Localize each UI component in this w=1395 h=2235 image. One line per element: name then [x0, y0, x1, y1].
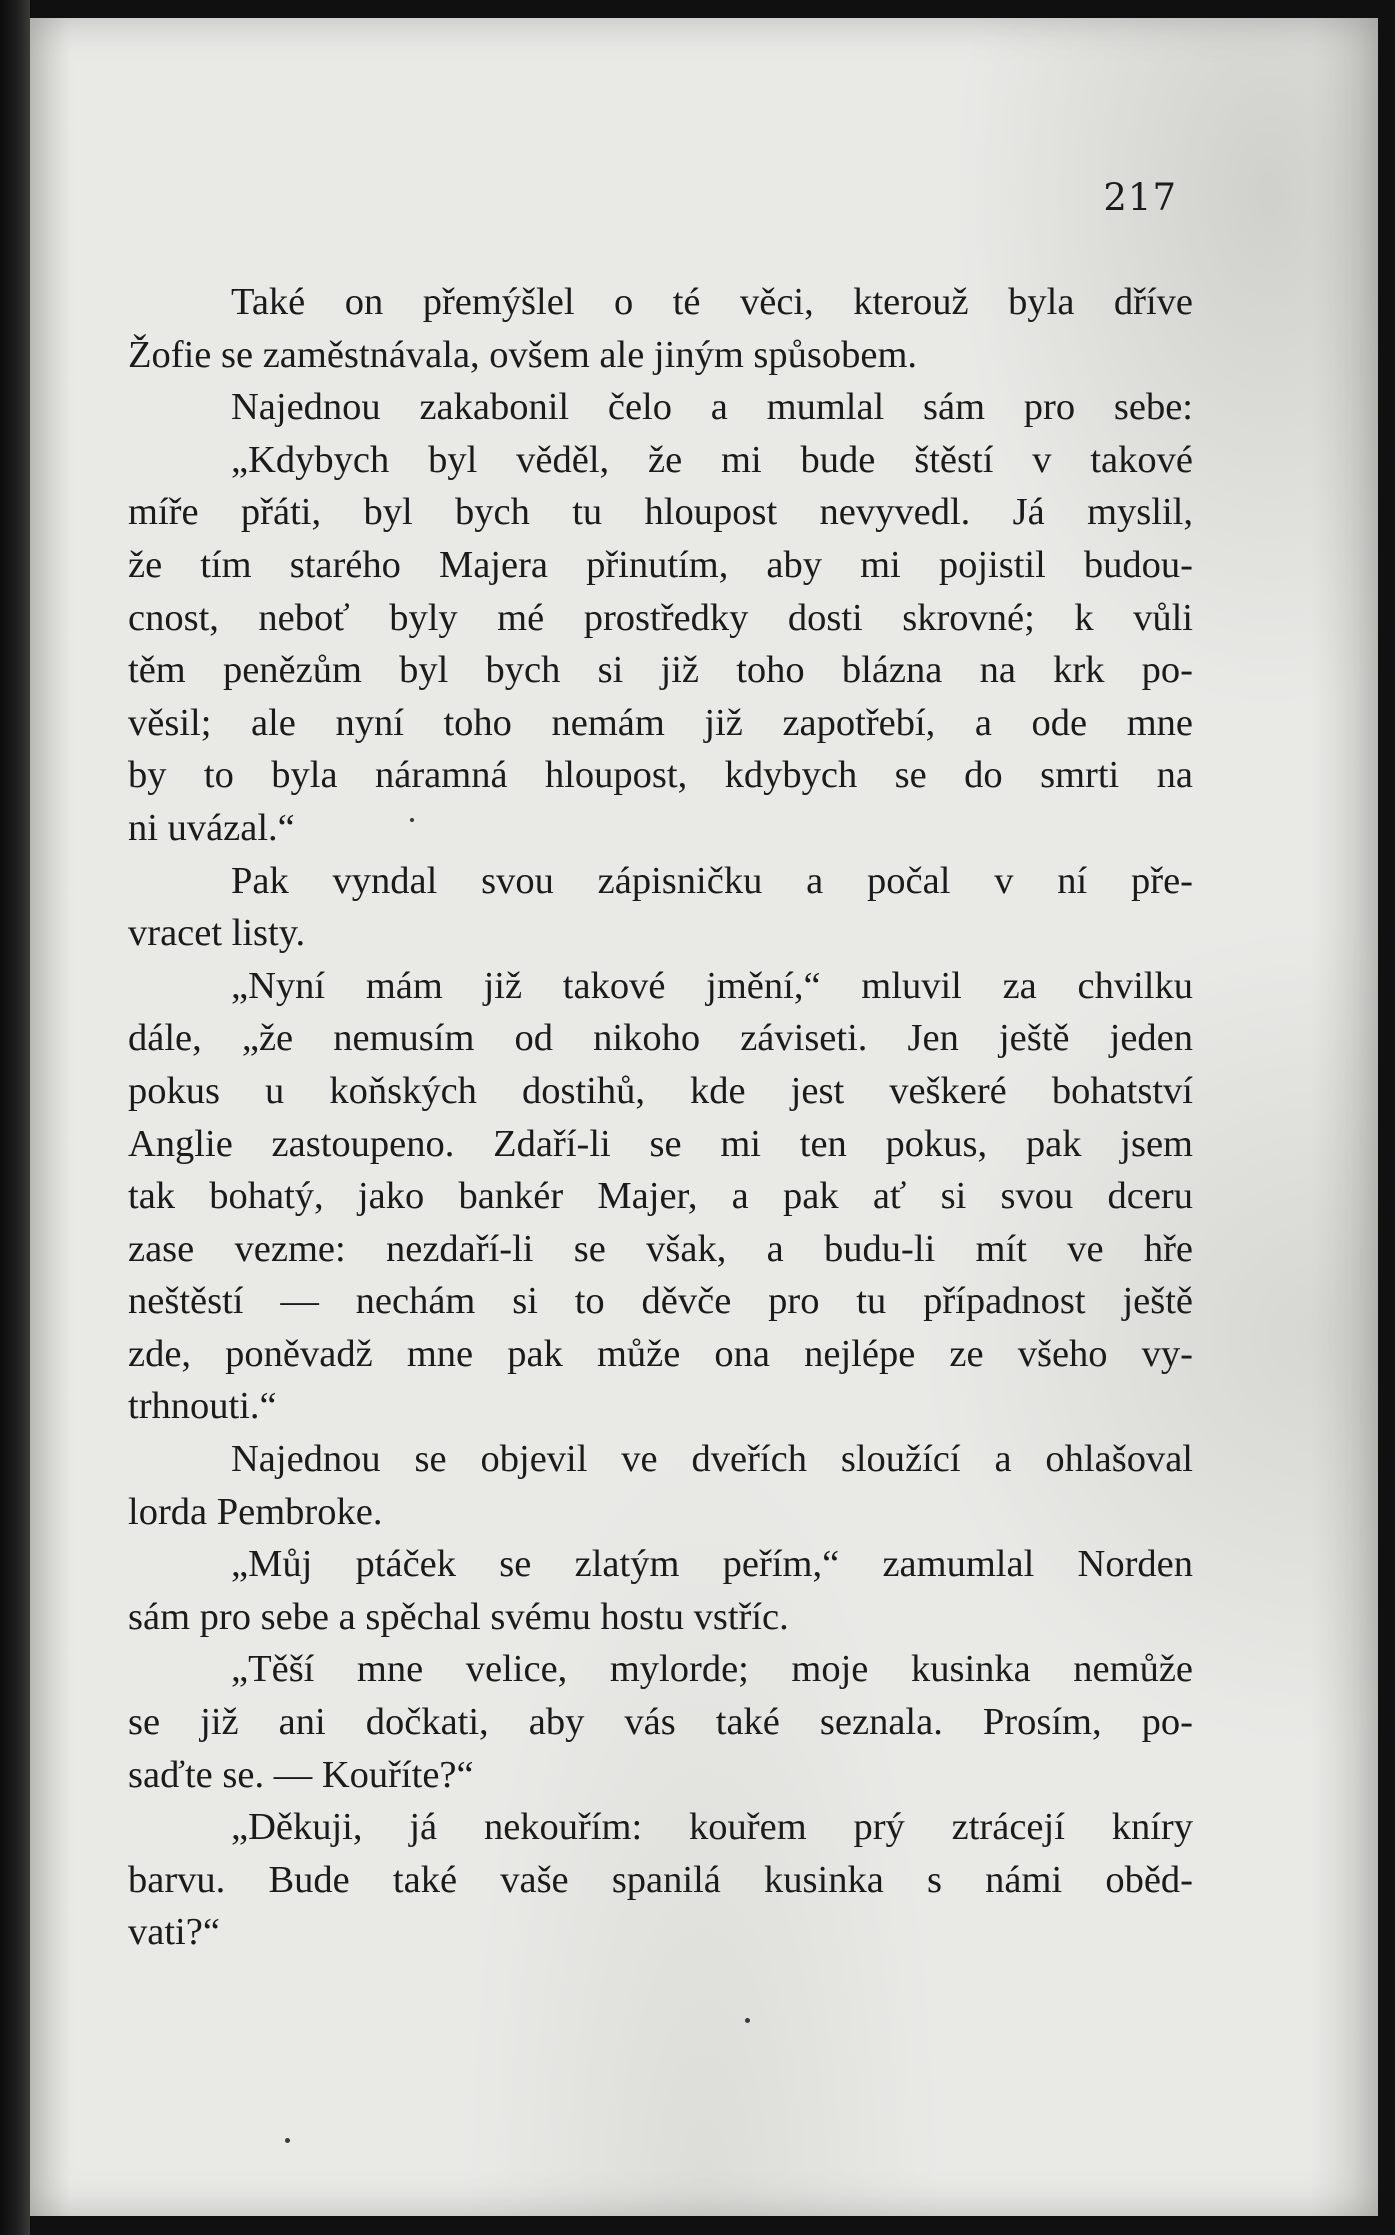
- book-spine-edge: [0, 0, 30, 2235]
- ink-speck: [285, 2138, 290, 2143]
- text-line: dále, „že nemusím od nikoho záviseti. Jen ještě jeden: [128, 1017, 1193, 1060]
- text-line: lorda Pembroke.: [128, 1490, 383, 1533]
- text-line: ni uvázal.“: [128, 806, 295, 849]
- text-line: Anglie zastoupeno. Zdaří-li se mi ten pokus, pak jsem: [128, 1122, 1193, 1165]
- ink-speck: [745, 2018, 750, 2023]
- text-line: „Těší mne velice, mylorde; moje kusinka nemůže: [231, 1648, 1193, 1691]
- text-line: se již ani dočkati, aby vás také seznala. Prosím, po-: [128, 1701, 1193, 1744]
- text-line: zde, poněvadž mne pak může ona nejlépe ze všeho vy-: [128, 1332, 1193, 1375]
- text-line: vati?“: [128, 1911, 220, 1954]
- text-line: „Nyní mám již takové jmění,“ mluvil za chvilku: [231, 964, 1193, 1007]
- text-line: „Kdybych byl věděl, že mi bude štěstí v takové: [231, 438, 1193, 481]
- text-line: věsil; ale nyní toho nemám již zapotřebí, a ode mne: [128, 701, 1193, 744]
- text-line: Najednou se objevil ve dveřích sloužící a ohlašoval: [231, 1438, 1193, 1481]
- text-line: míře přáti, byl bych tu hloupost nevyvedl. Já myslil,: [128, 491, 1193, 534]
- text-line: saďte se. — Kouříte?“: [128, 1753, 474, 1796]
- text-line: neštěstí — nechám si to děvče pro tu případnost ještě: [128, 1280, 1193, 1323]
- text-line: barvu. Bude také vaše spanilá kusinka s námi oběd-: [128, 1858, 1193, 1901]
- text-line: těm penězům byl bych si již toho blázna na krk po-: [128, 649, 1193, 692]
- text-line: Také on přemýšlel o té věci, kterouž byla dříve: [231, 281, 1193, 323]
- page-number: 217: [1103, 176, 1177, 219]
- text-line: cnost, neboť byly mé prostředky dosti skrovné; k vůli: [128, 596, 1193, 639]
- text-line: pokus u koňských dostihů, kde jest veškeré bohatství: [128, 1069, 1193, 1112]
- text-line: že tím starého Majera přinutím, aby mi pojistil budou-: [128, 543, 1193, 586]
- text-line: sám pro sebe a spěchal svému hostu vstříc.: [128, 1595, 789, 1638]
- text-line: trhnouti.“: [128, 1385, 277, 1428]
- text-line: by to byla náramná hloupost, kdybych se do smrti na: [128, 754, 1193, 797]
- text-line: „Můj ptáček se zlatým peřím,“ zamumlal Norden: [231, 1543, 1193, 1586]
- text-line: tak bohatý, jako bankér Majer, a pak ať si svou dceru: [128, 1175, 1193, 1218]
- text-line: zase vezme: nezdaří-li se však, a budu-li mít ve hře: [128, 1227, 1193, 1270]
- text-line: Pak vyndal svou zápisničku a počal v ní pře-: [231, 859, 1193, 902]
- text-line: Žofie se zaměstnávala, ovšem ale jiným spůsobem.: [128, 333, 918, 376]
- text-line: Najednou zakabonil čelo a mumlal sám pro sebe:: [231, 386, 1193, 429]
- body-text: [128, 276, 1193, 1959]
- text-line: „Děkuji, já nekouřím: kouřem prý ztrácejí kníry: [231, 1806, 1193, 1849]
- text-line: vracet listy.: [128, 912, 306, 955]
